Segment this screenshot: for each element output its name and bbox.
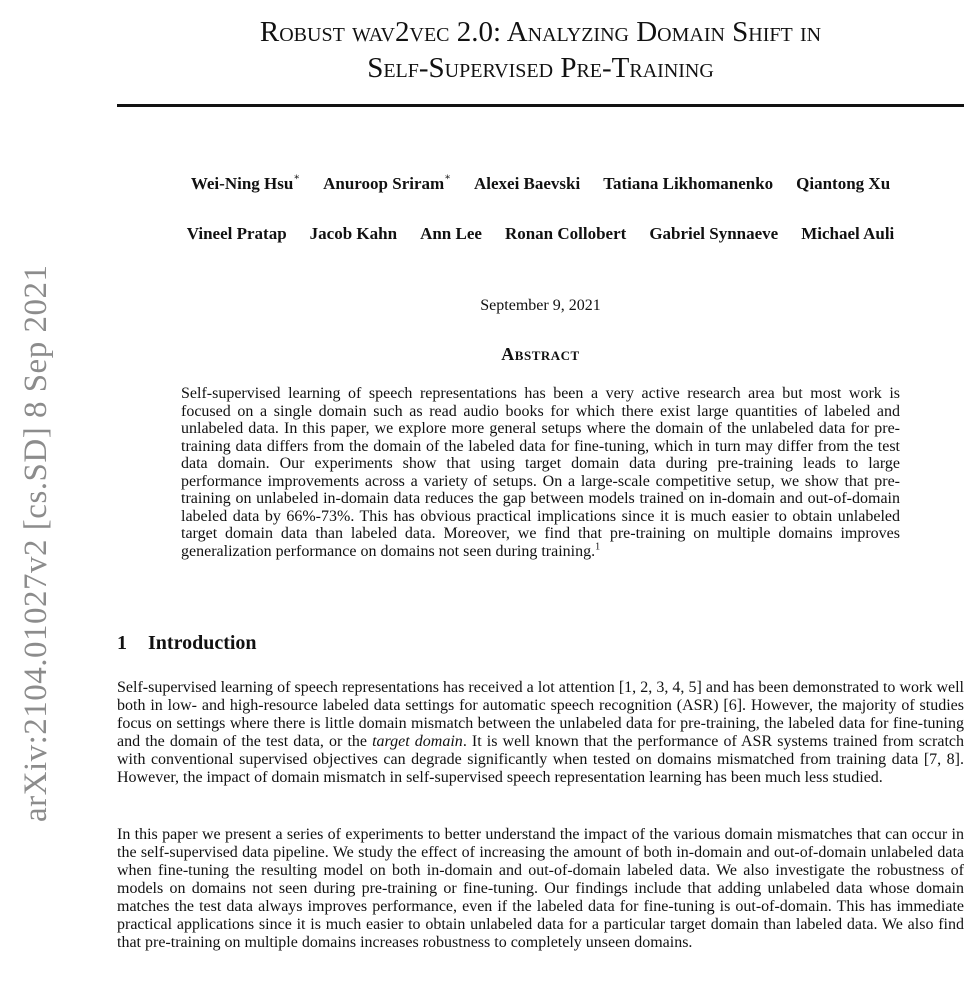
author [420, 224, 482, 244]
author-name: Michael Auli [801, 224, 895, 243]
author-name: Tatiana Likhomanenko [603, 174, 774, 193]
author-name: Qiantong Xu [796, 174, 891, 193]
equal-contribution-mark: ∗ [444, 172, 451, 184]
author [603, 174, 773, 194]
abstract-body [181, 385, 900, 560]
abstract-text: Self-supervised learning of speech representations has been a very active research area but most work is focused on a single domain such as read audio books for which there exist large quantities of labeled and unlabeled data. In this paper, we explore more general setups where the domain of the unlabeled data for pre-training data differs from the domain of the labeled data for fine-tuning, which in turn may differ from the test data domain. Our experiments show that using target domain data during pre-training leads to large performance improvements across a variety of setups. On a large-scale competitive setup, we show that pre-training on unlabeled in-domain data reduces the gap between models trained on in-domain and out-of-domain labeled data by 66%-73%. This has obvious practical implications since it is much easier to obtain unlabeled target domain data than labeled data. Moreover, we find that pre-training on multiple domains improves generalization performance on domains not seen during training. [181, 385, 900, 560]
title-line-2: Self-Supervised Pre-Training [367, 52, 714, 84]
author [474, 174, 580, 194]
author-name: Gabriel Synnaeve [649, 224, 779, 243]
author-list-row-1 [117, 174, 964, 194]
arxiv-identifier-stamp: arXiv:2104.01027v2 [cs.SD] 8 Sep 2021 [18, 264, 54, 822]
author-name: Wei-Ning Hsu [190, 174, 294, 193]
author [310, 224, 397, 244]
section-number: 1 [117, 632, 127, 654]
author [649, 224, 778, 244]
author [796, 174, 890, 194]
title-line-1: Robust wav2vec 2.0: Analyzing Domain Shift in [259, 16, 822, 48]
abstract-heading: Abstract [501, 344, 580, 364]
author [187, 224, 287, 244]
intro-paragraph-2: In this paper we present a series of experiments to better understand the impact of the various domain mismatches that can occur in the self-supervised data pipeline. We study the effect of increasing the amount of both in-domain and out-of-domain unlabeled data when fine-tuning the resulting model on both in-domain and out-of-domain labeled data. We also investigate the robustness of models on domains not seen during pre-training or fine-tuning. Our findings include that adding unlabeled data whose domain matches the test data always improves performance, even if the labeled data for fine-tuning is out-of-domain. This has immediate practical applications since it is much easier to obtain unlabeled data for a particular target domain than labeled data. We also find that pre-training on multiple domains increases robustness to completely unseen domains. [117, 826, 964, 951]
paragraph-text: Self-supervised learning of speech representations has received a lot attention [1, 2, 3, 4, 5] and has been demonstrated to work well both in low- and high-resource labeled data settings for automatic speech recognition (ASR) [6]. However, the majority of studies focus on settings where there is little domain mismatch between the unlabeled data for pre-training, the labeled data for fine-tuning and the domain of the test data, or the [117, 679, 964, 750]
author-name: Jacob Kahn [309, 224, 398, 243]
equal-contribution-mark: ∗ [293, 172, 301, 184]
section-heading [117, 632, 257, 655]
title-rule [117, 104, 964, 107]
author [801, 224, 894, 244]
intro-paragraph-1 [117, 679, 964, 787]
author-list-row-2 [117, 224, 964, 244]
author [191, 174, 300, 194]
author-name: Anuroop Sriram [323, 174, 445, 193]
author [323, 174, 451, 194]
emphasized-term: target domain [372, 733, 463, 750]
paragraph-text: . It is well known that the performance of ASR systems trained from scratch with conventional supervised objectives can degrade significantly when tested on domains mismatched from training data [7, 8]. However, the impact of domain mismatch in self-supervised speech representation learning has been much less studied. [117, 733, 964, 786]
author [505, 224, 626, 244]
section-title: Introduction [148, 632, 257, 654]
publication-date: September 9, 2021 [480, 297, 601, 314]
author-name: Ann Lee [420, 224, 482, 243]
author-name: Ronan Collobert [504, 224, 627, 243]
footnote-marker: 1 [595, 541, 601, 553]
paper-title [117, 14, 964, 86]
author-name: Alexei Baevski [473, 174, 581, 193]
author-name: Vineel Pratap [186, 224, 287, 243]
